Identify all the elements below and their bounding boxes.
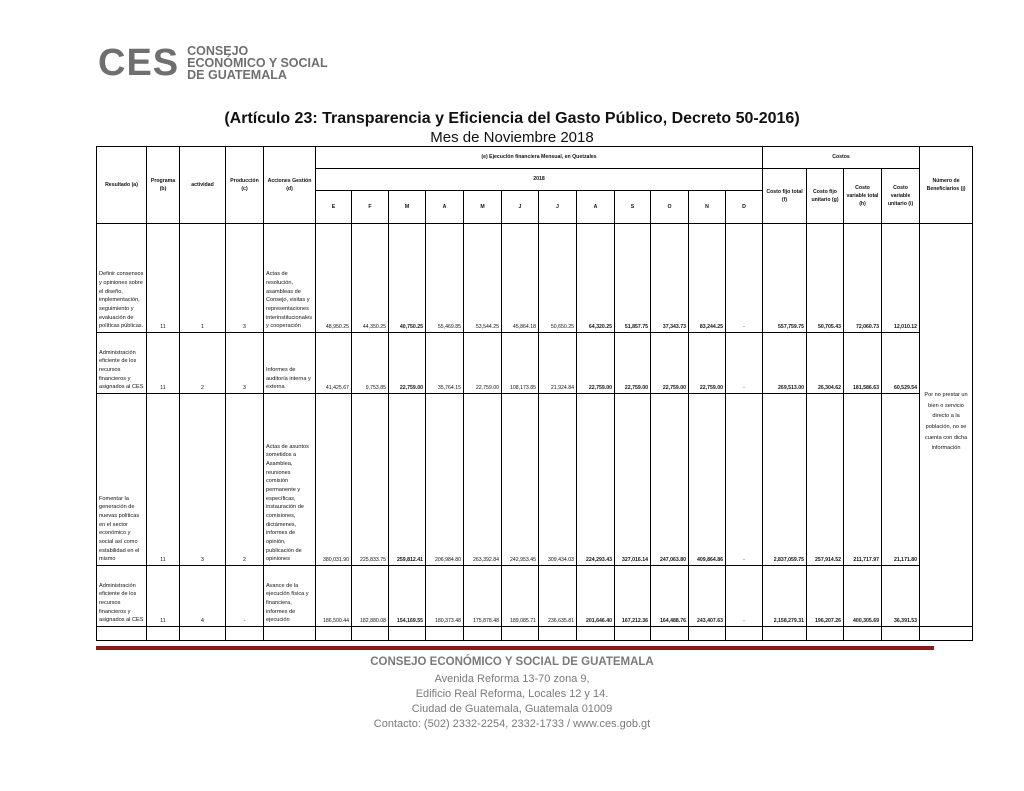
header-costo-variable-total: Costo variable total (h) <box>844 169 882 224</box>
cell-month-value: 41,425.67 <box>316 333 352 394</box>
cell-acciones: Actas de resolución, asambleas de Consejo, visitas y representaciones interinstitucionales y cooperación <box>264 224 316 333</box>
cell-month-value: 189,085.71 <box>502 566 539 627</box>
expense-table <box>96 146 973 641</box>
cell-month-value: 206,984.80 <box>426 394 464 566</box>
table-row <box>97 394 973 566</box>
cell-costo-fijo-unitario: 26,304.62 <box>807 333 844 394</box>
cell-month-value: 64,320.25 <box>577 224 615 333</box>
cell-month-value: 180,373.48 <box>426 566 464 627</box>
cell-month-value: 22,759.00 <box>577 333 615 394</box>
cell-programa: 11 <box>147 333 180 394</box>
logo-line-3: DE GUATEMALA <box>187 68 287 82</box>
header-month: D <box>726 191 763 224</box>
cell-costo-variable-total: 181,586.63 <box>844 333 882 394</box>
cell-acciones: Informes de auditoría interna y externa <box>264 333 316 394</box>
logo-mark: CES <box>98 42 180 84</box>
cell-month-value: 182,880.08 <box>352 566 389 627</box>
header-year: 2018 <box>316 169 763 191</box>
header-programa: Programa (b) <box>147 147 180 224</box>
cell-costo-variable-unitario: 12,010.12 <box>882 224 920 333</box>
beneficiarios-note-text: Por no prestar un bien o servicio directo a la población, no se cuenta con dicha información <box>924 392 968 452</box>
header-ejecucion: (e) Ejecución financiera Mensual, en Quetzales <box>316 147 763 169</box>
cell-costo-fijo-total: 557,759.75 <box>763 224 807 333</box>
cell-month-value: - <box>726 566 763 627</box>
cell-acciones: Avance de la ejecución física y financiera, informes de ejecución <box>264 566 316 627</box>
table-row <box>97 333 973 394</box>
footer-contact: Contacto: (502) 2332-2254, 2332-1733 / www.ces.gob.gt <box>373 718 651 730</box>
page-subtitle: Mes de Noviembre 2018 <box>430 129 594 146</box>
cell-month-value: 243,407.63 <box>689 566 726 627</box>
cell-month-value: 309,434.03 <box>539 394 577 566</box>
cell-month-value: 175,878.48 <box>464 566 502 627</box>
cell-month-value: 186,500.44 <box>316 566 352 627</box>
header-resultado: Resultado (a) <box>97 147 147 224</box>
cell-month-value: 224,293.43 <box>577 394 615 566</box>
ces-logo <box>98 44 328 82</box>
cell-resultado: Administración eficiente de los recursos financieros y asignados al CES <box>97 566 147 627</box>
header-month: M <box>389 191 426 224</box>
header-month: J <box>502 191 539 224</box>
cell-month-value: 9,753.85 <box>352 333 389 394</box>
cell-month-value: 50,650.25 <box>539 224 577 333</box>
cell-month-value: 259,812.41 <box>389 394 426 566</box>
cell-costo-variable-unitario: 21,171.80 <box>882 394 920 566</box>
cell-produccion: 3 <box>226 333 264 394</box>
cell-month-value: 242,953.45 <box>502 394 539 566</box>
cell-costo-variable-total: 400,305.69 <box>844 566 882 627</box>
header-beneficiarios: Número de Beneficiarios (j) <box>920 147 973 224</box>
header-produccion: Producción (c) <box>226 147 264 224</box>
header-month: O <box>651 191 689 224</box>
header-month: A <box>577 191 615 224</box>
cell-actividad: 4 <box>180 566 226 627</box>
header-month: A <box>426 191 464 224</box>
cell-month-value: 51,857.75 <box>615 224 651 333</box>
footer-address-3: Ciudad de Guatemala, Guatemala 01009 <box>411 703 613 715</box>
cell-programa: 11 <box>147 394 180 566</box>
cell-costo-fijo-unitario: 50,705.43 <box>807 224 844 333</box>
cell-month-value: 21,924.84 <box>539 333 577 394</box>
cell-resultado: Fomentar la generación de nuevas políticas en el sector económico y social así como estabilidad en el mismo <box>97 394 147 566</box>
cell-month-value: 83,244.25 <box>689 224 726 333</box>
cell-month-value: - <box>726 394 763 566</box>
cell-costo-variable-total: 72,060.73 <box>844 224 882 333</box>
cell-month-value: 22,759.00 <box>689 333 726 394</box>
cell-month-value: 44,350.25 <box>352 224 389 333</box>
cell-produccion: - <box>226 566 264 627</box>
header-month: M <box>464 191 502 224</box>
cell-costo-variable-unitario: 36,391.53 <box>882 566 920 627</box>
table-row <box>97 566 973 627</box>
logo-text <box>187 45 328 81</box>
header-month: N <box>689 191 726 224</box>
cell-month-value: 22,759.00 <box>615 333 651 394</box>
cell-month-value: 409,864.86 <box>689 394 726 566</box>
cell-month-value: 35,764.15 <box>426 333 464 394</box>
header-acciones: Acciones Gestión (d) <box>264 147 316 224</box>
header-month: S <box>615 191 651 224</box>
logo-line-2: ECONÓMICO Y SOCIAL <box>187 56 328 70</box>
cell-costo-fijo-unitario: 257,914.52 <box>807 394 844 566</box>
cell-programa: 11 <box>147 224 180 333</box>
cell-costo-fijo-total: 2,837,059.75 <box>763 394 807 566</box>
header-month: F <box>352 191 389 224</box>
footer <box>0 656 1024 732</box>
cell-month-value: 236,635.81 <box>539 566 577 627</box>
cell-costo-variable-unitario: 60,529.54 <box>882 333 920 394</box>
header-month: J <box>539 191 577 224</box>
footer-address-1: Avenida Reforma 13-70 zona 9, <box>434 673 590 685</box>
cell-month-value: 22,759.00 <box>464 333 502 394</box>
cell-acciones: Actas de asuntos sometidos a Asamblea, reuniones comisión permanente y específicas, instauración de comisiones, dictámenes, informes de opinión, publicación de opiniones <box>264 394 316 566</box>
cell-month-value: 327,016.14 <box>615 394 651 566</box>
cell-month-value: 164,488.76 <box>651 566 689 627</box>
footer-org: CONSEJO ECONÓMICO Y SOCIAL DE GUATEMALA <box>370 656 654 668</box>
cell-produccion: 3 <box>226 224 264 333</box>
cell-costo-fijo-total: 269,513.00 <box>763 333 807 394</box>
table-row <box>97 224 973 333</box>
cell-month-value: 22,759.00 <box>651 333 689 394</box>
cell-month-value: 48,950.25 <box>316 224 352 333</box>
cell-programa: 11 <box>147 566 180 627</box>
cell-month-value: 55,469.85 <box>426 224 464 333</box>
cell-month-value: 380,031.90 <box>316 394 352 566</box>
cell-month-value: 53,544.25 <box>464 224 502 333</box>
cell-month-value: 37,343.73 <box>651 224 689 333</box>
header-actividad: actividad <box>180 147 226 224</box>
cell-month-value: - <box>726 224 763 333</box>
cell-resultado: Definir consensos y opiniones sobre el diseño, implementación, seguimiento y evaluación de políticas públicas. <box>97 224 147 333</box>
cell-month-value: 225,833.75 <box>352 394 389 566</box>
cell-month-value: 108,173.85 <box>502 333 539 394</box>
header-costo-variable-unitario: Costo variable unitario (i) <box>882 169 920 224</box>
cell-beneficiarios-note <box>920 224 973 627</box>
footer-address-2: Edificio Real Reforma, Locales 12 y 14. <box>415 688 609 700</box>
cell-actividad: 2 <box>180 333 226 394</box>
header-costo-fijo-total: Costo fijo total (f) <box>763 169 807 224</box>
table-row-empty <box>97 627 973 641</box>
cell-month-value: 40,750.25 <box>389 224 426 333</box>
header-month: E <box>316 191 352 224</box>
cell-month-value: 263,392.84 <box>464 394 502 566</box>
cell-actividad: 3 <box>180 394 226 566</box>
cell-month-value: 45,864.18 <box>502 224 539 333</box>
cell-produccion: 2 <box>226 394 264 566</box>
cell-costo-fijo-total: 2,158,279.31 <box>763 566 807 627</box>
cell-actividad: 1 <box>180 224 226 333</box>
cell-month-value: 167,212.36 <box>615 566 651 627</box>
cell-month-value: 247,063.80 <box>651 394 689 566</box>
cell-month-value: 154,169.55 <box>389 566 426 627</box>
footer-divider <box>96 646 934 650</box>
logo-line-1: CONSEJO <box>187 44 249 58</box>
cell-costo-fijo-unitario: 196,207.26 <box>807 566 844 627</box>
cell-month-value: - <box>726 333 763 394</box>
header-costo-fijo-unitario: Costo fijo unitario (g) <box>807 169 844 224</box>
cell-costo-variable-total: 211,717.97 <box>844 394 882 566</box>
cell-resultado: Administración eficiente de los recursos financieros y asignados al CES <box>97 333 147 394</box>
expense-table-wrapper <box>96 146 967 641</box>
page-title: (Artículo 23: Transparencia y Eficiencia del Gasto Público, Decreto 50-2016) <box>224 110 800 127</box>
cell-month-value: 201,646.40 <box>577 566 615 627</box>
header-costos: Costos <box>763 147 920 169</box>
cell-month-value: 22,759.00 <box>389 333 426 394</box>
